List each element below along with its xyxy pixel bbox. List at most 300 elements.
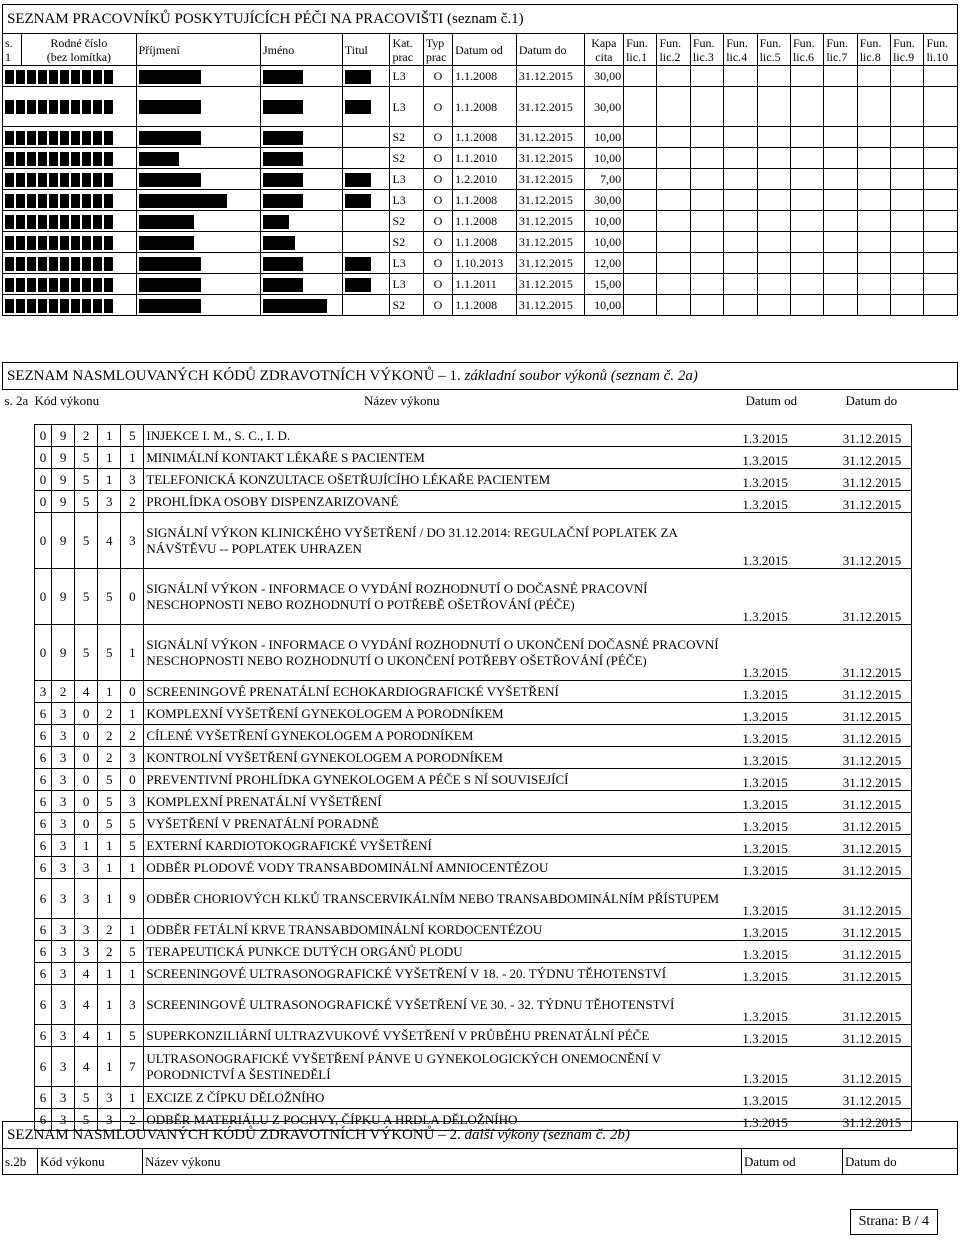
code-digit: 4 (75, 985, 98, 1025)
redaction-block (263, 100, 303, 114)
date-to: 31.12.2015 (516, 169, 584, 190)
redacted-surname (136, 295, 260, 316)
fun-lic-4 (724, 169, 757, 190)
date-from: 1.3.2015 (740, 1047, 840, 1087)
fun-lic-1 (624, 211, 657, 232)
col-fun2: Fun. lic.2 (657, 34, 690, 66)
redaction-block (263, 215, 289, 229)
fun-lic-4 (724, 87, 757, 127)
fun-lic-6 (790, 211, 823, 232)
code-row (35, 1047, 912, 1087)
procedure-name: PROHLÍDKA OSOBY DISPENZARIZOVANÉ (144, 491, 741, 513)
typ: O (423, 127, 452, 148)
code-digit: 0 (35, 425, 52, 447)
code-digit: 6 (35, 769, 52, 791)
code-digit: 3 (121, 513, 144, 569)
procedure-name: EXTERNÍ KARDIOTOKOGRAFICKÉ VYŠETŘENÍ (144, 835, 741, 857)
fun-lic-10 (924, 66, 958, 87)
code-digit: 0 (35, 491, 52, 513)
redaction-block (345, 194, 371, 208)
redaction-block (263, 70, 303, 84)
procedure-name: SCREENINGOVÉ PRENATÁLNÍ ECHOKARDIOGRAFICKÉ VYŠETŘENÍ (144, 681, 741, 703)
fun-lic-8 (857, 127, 890, 148)
code-row (35, 1087, 912, 1109)
redaction-block (139, 194, 227, 208)
procedure-name: KOMPLEXNÍ VYŠETŘENÍ GYNEKOLOGEM A PORODNÍKEM (144, 703, 741, 725)
date-to: 31.12.2015 (841, 963, 912, 985)
kat: L3 (390, 253, 423, 274)
redaction-block (345, 173, 371, 187)
redaction-block (5, 152, 113, 166)
code-digit: 3 (75, 857, 98, 879)
col-name: Název výkonu (364, 392, 440, 408)
code-digit: 3 (52, 919, 75, 941)
fun-lic-5 (757, 66, 790, 87)
redacted-surname (136, 169, 260, 190)
fun-lic-7 (824, 190, 857, 211)
date-to: 31.12.2015 (841, 1025, 912, 1047)
code-row (35, 813, 912, 835)
fun-lic-9 (891, 127, 924, 148)
code-digit: 3 (52, 835, 75, 857)
fun-lic-8 (857, 211, 890, 232)
fun-lic-7 (824, 274, 857, 295)
fun-lic-7 (824, 295, 857, 316)
date-from: 1.3.2015 (740, 425, 840, 447)
code-digit: 6 (35, 835, 52, 857)
code-digit: 1 (98, 425, 121, 447)
redacted-birth-number (3, 211, 137, 232)
code-digit: 9 (52, 569, 75, 625)
code-digit: 5 (121, 813, 144, 835)
col-from: Datum od (745, 392, 798, 408)
code-digit: 5 (75, 1087, 98, 1109)
code-row (35, 569, 912, 625)
procedure-name: SCREENINGOVÉ ULTRASONOGRAFICKÉ VYŠETŘENÍ V 18. - 20. TÝDNU TĚHOTENSTVÍ (144, 963, 741, 985)
kat: S2 (390, 211, 423, 232)
date-from: 1.3.2015 (740, 813, 840, 835)
fun-lic-4 (724, 295, 757, 316)
code-digit: 5 (75, 569, 98, 625)
date-from: 1.3.2015 (740, 491, 840, 513)
fun-lic-8 (857, 87, 890, 127)
code-digit: 6 (35, 1109, 52, 1131)
date-from: 1.3.2015 (740, 513, 840, 569)
fun-lic-10 (924, 253, 958, 274)
fun-lic-3 (690, 211, 723, 232)
fun-lic-2 (657, 169, 690, 190)
fun-lic-6 (790, 190, 823, 211)
code-digit: 3 (52, 941, 75, 963)
kat: S2 (390, 127, 423, 148)
codes-2a-title (3, 363, 958, 390)
date-from: 1.1.2008 (453, 66, 517, 87)
date-to: 31.12.2015 (841, 513, 912, 569)
redacted-name (260, 295, 342, 316)
code-digit: 6 (35, 725, 52, 747)
fun-lic-1 (624, 127, 657, 148)
capacity: 30,00 (584, 66, 623, 87)
fun-lic-3 (690, 295, 723, 316)
code-digit: 1 (121, 857, 144, 879)
fun-lic-1 (624, 66, 657, 87)
redaction-block (263, 236, 295, 250)
procedure-name: KONTROLNÍ VYŠETŘENÍ GYNEKOLOGEM A PORODNÍKEM (144, 747, 741, 769)
redaction-block (5, 131, 113, 145)
code-digit: 1 (98, 1025, 121, 1047)
fun-lic-2 (657, 66, 690, 87)
procedure-name: PREVENTIVNÍ PROHLÍDKA GYNEKOLOGEM A PÉČE S NÍ SOUVISEJÍCÍ (144, 769, 741, 791)
procedure-name: SCREENINGOVÉ ULTRASONOGRAFICKÉ VYŠETŘENÍ VE 30. - 32. TÝDNU TĚHOTENSTVÍ (144, 985, 741, 1025)
code-digit: 9 (52, 447, 75, 469)
redacted-birth-number (3, 127, 137, 148)
date-to: 31.12.2015 (516, 87, 584, 127)
capacity: 10,00 (584, 148, 623, 169)
fun-lic-10 (924, 169, 958, 190)
codes-2a-header-row (3, 390, 958, 412)
fun-lic-7 (824, 253, 857, 274)
date-from: 1.1.2011 (453, 274, 517, 295)
code-row (35, 469, 912, 491)
code-digit: 4 (75, 1047, 98, 1087)
fun-lic-6 (790, 253, 823, 274)
fun-lic-5 (757, 253, 790, 274)
fun-lic-4 (724, 211, 757, 232)
fun-lic-3 (690, 87, 723, 127)
redaction-block (345, 100, 371, 114)
fun-lic-6 (790, 232, 823, 253)
date-to: 31.12.2015 (516, 127, 584, 148)
typ: O (423, 274, 452, 295)
code-digit: 6 (35, 963, 52, 985)
date-to: 31.12.2015 (841, 425, 912, 447)
typ: O (423, 232, 452, 253)
col-to: Datum do (516, 34, 584, 66)
date-to: 31.12.2015 (516, 274, 584, 295)
code-digit: 3 (75, 941, 98, 963)
kat: S2 (390, 148, 423, 169)
codes-2a-title-a: SEZNAM NASMLOUVANÝCH KÓDŮ ZDRAVOTNÍCH VÝKONŮ – 1. (7, 368, 461, 384)
redaction-block (139, 152, 179, 166)
staff-row (3, 274, 958, 295)
fun-lic-7 (824, 87, 857, 127)
redacted-birth-number (3, 274, 137, 295)
staff-title: SEZNAM PRACOVNÍKŮ POSKYTUJÍCÍCH PÉČI NA PRACOVIŠTI (seznam č.1) (3, 5, 958, 34)
code-digit: 3 (52, 857, 75, 879)
fun-lic-5 (757, 190, 790, 211)
code-digit: 3 (35, 681, 52, 703)
redacted-name (260, 169, 342, 190)
code-digit: 3 (52, 1025, 75, 1047)
col-from: Datum od (742, 1149, 843, 1175)
fun-lic-8 (857, 274, 890, 295)
col-sn: s. 1 (3, 34, 22, 66)
code-digit: 5 (98, 769, 121, 791)
staff-row (3, 232, 958, 253)
fun-lic-1 (624, 169, 657, 190)
code-digit: 3 (98, 1087, 121, 1109)
fun-lic-8 (857, 148, 890, 169)
date-from: 1.1.2008 (453, 127, 517, 148)
code-digit: 5 (75, 447, 98, 469)
redacted-name (260, 87, 342, 127)
date-from: 1.3.2015 (740, 1025, 840, 1047)
date-to: 31.12.2015 (516, 66, 584, 87)
fun-lic-3 (690, 190, 723, 211)
code-digit: 5 (98, 569, 121, 625)
col-code: Kód výkonu (34, 392, 100, 408)
fun-lic-3 (690, 169, 723, 190)
code-digit: 2 (121, 1109, 144, 1131)
date-from: 1.3.2015 (740, 1109, 840, 1131)
fun-lic-9 (891, 87, 924, 127)
fun-lic-6 (790, 295, 823, 316)
fun-lic-1 (624, 295, 657, 316)
col-fun4: Fun. lic.4 (724, 34, 757, 66)
procedure-name: SUPERKONZILIÁRNÍ ULTRAZVUKOVÉ VYŠETŘENÍ V PRŮBĚHU PRENATÁLNÍ PÉČE (144, 1025, 741, 1047)
fun-lic-9 (891, 66, 924, 87)
redaction-block (139, 131, 201, 145)
code-digit: 4 (75, 1025, 98, 1047)
fun-lic-10 (924, 127, 958, 148)
redacted-surname (136, 274, 260, 295)
date-to: 31.12.2015 (516, 253, 584, 274)
code-digit: 4 (98, 513, 121, 569)
fun-lic-2 (657, 211, 690, 232)
date-from: 1.3.2015 (740, 791, 840, 813)
code-row (35, 985, 912, 1025)
redacted-name (260, 190, 342, 211)
date-from: 1.3.2015 (740, 857, 840, 879)
date-to: 31.12.2015 (841, 681, 912, 703)
code-digit: 0 (75, 747, 98, 769)
redacted-title (342, 211, 390, 232)
date-to: 31.12.2015 (841, 1047, 912, 1087)
staff-row (3, 211, 958, 232)
redacted-title (342, 127, 390, 148)
col-to: Datum do (845, 392, 898, 408)
redaction-block (263, 257, 303, 271)
redaction-block (5, 173, 113, 187)
code-digit: 1 (121, 963, 144, 985)
redacted-name (260, 148, 342, 169)
date-from: 1.1.2008 (453, 87, 517, 127)
date-from: 1.3.2015 (740, 725, 840, 747)
redaction-block (263, 131, 303, 145)
codes-2a-section (2, 362, 958, 412)
col-fun8: Fun. lic.8 (857, 34, 890, 66)
typ: O (423, 148, 452, 169)
redacted-surname (136, 127, 260, 148)
code-digit: 3 (98, 1109, 121, 1131)
redacted-surname (136, 66, 260, 87)
fun-lic-4 (724, 127, 757, 148)
code-digit: 6 (35, 1047, 52, 1087)
code-digit: 3 (52, 703, 75, 725)
code-row (35, 1025, 912, 1047)
code-digit: 9 (52, 513, 75, 569)
code-row (35, 769, 912, 791)
code-digit: 3 (52, 725, 75, 747)
fun-lic-3 (690, 274, 723, 295)
fun-lic-1 (624, 190, 657, 211)
fun-lic-4 (724, 253, 757, 274)
date-to: 31.12.2015 (841, 1087, 912, 1109)
date-from: 1.10.2013 (453, 253, 517, 274)
codes-2a-list (34, 424, 912, 1131)
codes-2b-table (2, 1121, 958, 1175)
fun-lic-4 (724, 232, 757, 253)
fun-lic-2 (657, 148, 690, 169)
fun-lic-6 (790, 66, 823, 87)
redaction-block (263, 194, 303, 208)
staff-row (3, 295, 958, 316)
redaction-block (5, 236, 113, 250)
typ: O (423, 190, 452, 211)
date-to: 31.12.2015 (516, 232, 584, 253)
date-from: 1.3.2015 (740, 747, 840, 769)
fun-lic-10 (924, 87, 958, 127)
code-row (35, 791, 912, 813)
code-digit: 6 (35, 791, 52, 813)
redaction-block (263, 278, 303, 292)
fun-lic-1 (624, 87, 657, 127)
redaction-block (5, 215, 113, 229)
redacted-title (342, 190, 390, 211)
fun-lic-10 (924, 295, 958, 316)
date-to: 31.12.2015 (841, 791, 912, 813)
redacted-name (260, 66, 342, 87)
redacted-birth-number (3, 253, 137, 274)
code-digit: 5 (75, 513, 98, 569)
fun-lic-5 (757, 211, 790, 232)
col-fun9: Fun. lic.9 (891, 34, 924, 66)
redaction-block (139, 257, 201, 271)
date-from: 1.3.2015 (740, 985, 840, 1025)
procedure-name: MINIMÁLNÍ KONTAKT LÉKAŘE S PACIENTEM (144, 447, 741, 469)
redaction-block (139, 215, 194, 229)
date-from: 1.3.2015 (740, 835, 840, 857)
code-digit: 2 (98, 941, 121, 963)
codes-2b-header-row (3, 1149, 958, 1175)
code-digit: 9 (52, 625, 75, 681)
fun-lic-10 (924, 190, 958, 211)
procedure-name: TELEFONICKÁ KONZULTACE OŠETŘUJÍCÍHO LÉKAŘE PACIENTEM (144, 469, 741, 491)
fun-lic-5 (757, 274, 790, 295)
date-from: 1.3.2015 (740, 879, 840, 919)
code-digit: 0 (35, 569, 52, 625)
fun-lic-5 (757, 232, 790, 253)
procedure-name: SIGNÁLNÍ VÝKON - INFORMACE O VYDÁNÍ ROZHODNUTÍ O DOČASNÉ PRACOVNÍ NESCHOPNOSTI NEBO ROZHODNUTÍ O POTŘEBĚ OŠETŘOVÁNÍ (PÉČE) (144, 569, 741, 625)
date-to: 31.12.2015 (516, 148, 584, 169)
redaction-block (139, 173, 201, 187)
redaction-block (345, 278, 371, 292)
code-digit: 1 (98, 469, 121, 491)
fun-lic-7 (824, 211, 857, 232)
kat: S2 (390, 295, 423, 316)
date-to: 31.12.2015 (841, 879, 912, 919)
codes-2b-title-b: další výkony (seznam č. 2b) (464, 1127, 630, 1143)
redacted-surname (136, 190, 260, 211)
date-to: 31.12.2015 (841, 857, 912, 879)
redacted-title (342, 66, 390, 87)
code-digit: 1 (121, 1087, 144, 1109)
code-digit: 3 (52, 813, 75, 835)
procedure-name: SIGNÁLNÍ VÝKON KLINICKÉHO VYŠETŘENÍ / DO 31.12.2014: REGULAČNÍ POPLATEK ZA NÁVŠTĚVU -- POPLATEK UHRAZEN (144, 513, 741, 569)
code-row (35, 725, 912, 747)
procedure-name: EXCIZE Z ČÍPKU DĚLOŽNÍHO (144, 1087, 741, 1109)
redaction-block (139, 299, 201, 313)
date-to: 31.12.2015 (841, 469, 912, 491)
redaction-block (345, 257, 371, 271)
redacted-surname (136, 253, 260, 274)
code-row (35, 703, 912, 725)
redaction-block (139, 278, 201, 292)
code-digit: 5 (121, 1025, 144, 1047)
redaction-block (263, 152, 303, 166)
col-code: Kód výkonu (38, 1149, 143, 1175)
codes-2a-title-b: základní soubor výkonů (seznam č. 2a) (464, 368, 698, 384)
redacted-title (342, 148, 390, 169)
kat: S2 (390, 232, 423, 253)
code-row (35, 681, 912, 703)
redaction-block (263, 299, 327, 313)
code-digit: 2 (98, 725, 121, 747)
code-digit: 1 (98, 1047, 121, 1087)
redacted-title (342, 169, 390, 190)
redacted-name (260, 253, 342, 274)
code-digit: 1 (98, 879, 121, 919)
code-digit: 5 (75, 625, 98, 681)
date-to: 31.12.2015 (516, 295, 584, 316)
fun-lic-1 (624, 232, 657, 253)
redaction-block (345, 70, 371, 84)
code-digit: 1 (98, 447, 121, 469)
code-digit: 3 (52, 1087, 75, 1109)
fun-lic-6 (790, 148, 823, 169)
code-digit: 5 (121, 425, 144, 447)
date-to: 31.12.2015 (841, 747, 912, 769)
procedure-name: INJEKCE I. M., S. C., I. D. (144, 425, 741, 447)
kat: L3 (390, 87, 423, 127)
date-to: 31.12.2015 (841, 919, 912, 941)
code-digit: 3 (121, 791, 144, 813)
redacted-birth-number (3, 169, 137, 190)
code-digit: 3 (52, 1109, 75, 1131)
fun-lic-3 (690, 66, 723, 87)
col-name: Název výkonu (143, 1149, 742, 1175)
col-typ: Typ prac (423, 34, 452, 66)
code-digit: 9 (52, 491, 75, 513)
fun-lic-3 (690, 232, 723, 253)
staff-row (3, 190, 958, 211)
col-fun5: Fun. lic.5 (757, 34, 790, 66)
date-from: 1.1.2010 (453, 148, 517, 169)
code-digit: 0 (75, 725, 98, 747)
fun-lic-1 (624, 253, 657, 274)
redaction-block (139, 236, 194, 250)
code-digit: 1 (98, 963, 121, 985)
code-digit: 6 (35, 919, 52, 941)
codes-2b-title-a: SEZNAM NASMLOUVANÝCH KÓDŮ ZDRAVOTNÍCH VÝKONŮ – 2. (7, 1127, 461, 1143)
redaction-block (139, 70, 201, 84)
code-row (35, 447, 912, 469)
fun-lic-7 (824, 127, 857, 148)
typ: O (423, 295, 452, 316)
code-digit: 5 (75, 491, 98, 513)
code-digit: 0 (121, 569, 144, 625)
date-to: 31.12.2015 (841, 985, 912, 1025)
